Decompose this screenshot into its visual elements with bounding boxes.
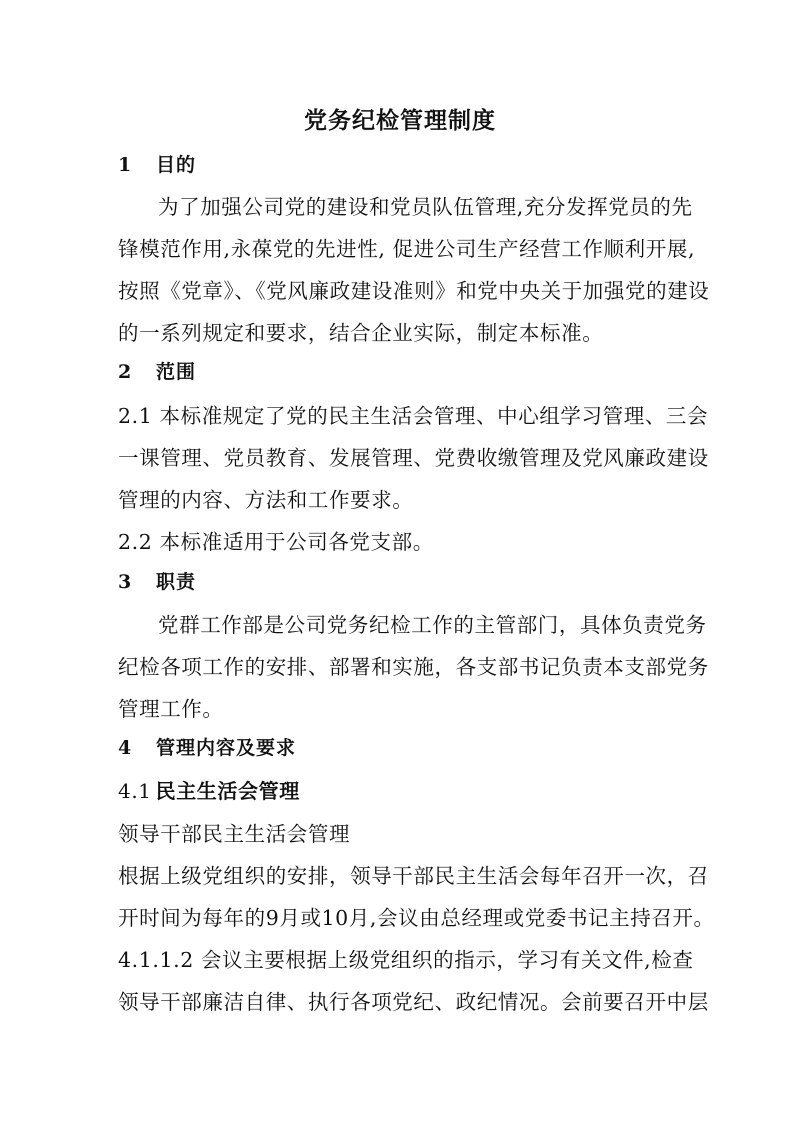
section-4-1-title: 民主生活会管理 bbox=[155, 779, 300, 803]
section-4-1-number: 4.1 bbox=[118, 779, 152, 803]
section-2-line-3: 管理的内容、方法和工作要求。 bbox=[118, 488, 414, 512]
section-3-number: 3 bbox=[118, 571, 133, 593]
document-title: 党务纪检管理制度 bbox=[304, 107, 496, 134]
section-3-heading bbox=[118, 567, 196, 594]
section-2-line-4: 2.2 本标准适用于公司各党支部。 bbox=[118, 530, 434, 554]
section-1-line-2: 锋模范作用,永葆党的先进性, 促进公司生产经营工作顺利开展, bbox=[118, 237, 696, 261]
section-1-number: 1 bbox=[118, 154, 133, 176]
section-3-line-2: 纪检各项工作的安排、部署和实施，各支部书记负责本支部党务 bbox=[118, 655, 709, 679]
section-4-1-heading bbox=[118, 775, 300, 804]
section-1-line-3: 按照《党章》、《党风廉政建设准则》和党中央关于加强党的建设 bbox=[118, 279, 710, 303]
section-4-number: 4 bbox=[118, 737, 133, 759]
section-1-line-1: 为了加强公司党的建设和党员队伍管理,充分发挥党员的先 bbox=[158, 195, 693, 219]
section-4-heading bbox=[118, 733, 296, 760]
section-3-line-3: 管理工作。 bbox=[118, 697, 224, 721]
section-4-title: 管理内容及要求 bbox=[156, 737, 297, 759]
section-2-heading bbox=[118, 357, 196, 384]
section-1-heading bbox=[118, 150, 196, 177]
section-4-line-2: 根据上级党组织的安排，领导干部民主生活会每年召开一次，召 bbox=[118, 864, 709, 888]
section-2-line-1: 2.1 本标准规定了党的民主生活会管理、中心组学习管理、三会 bbox=[118, 404, 709, 428]
section-4-line-5: 领导干部廉洁自律、执行各项党纪、政纪情况。会前要召开中层 bbox=[118, 990, 709, 1014]
section-2-line-2: 一课管理、党员教育、发展管理、党费收缴管理及党风廉政建设 bbox=[118, 446, 709, 470]
section-1-line-4: 的一系列规定和要求，结合企业实际，制定本标准。 bbox=[118, 321, 604, 345]
section-4-line-3: 开时间为每年的9月或10月,会议由总经理或党委书记主持召开。 bbox=[118, 906, 715, 930]
section-1-title: 目的 bbox=[156, 154, 197, 176]
section-3-title: 职责 bbox=[156, 571, 197, 593]
section-4-line-4: 4.1.1.2 会议主要根据上级党组织的指示，学习有关文件,检查 bbox=[118, 948, 694, 972]
section-4-line-1: 领导干部民主生活会管理 bbox=[118, 822, 351, 846]
section-2-title: 范围 bbox=[156, 361, 197, 383]
section-2-number: 2 bbox=[118, 361, 133, 383]
section-3-line-1: 党群工作部是公司党务纪检工作的主管部门，具体负责党务 bbox=[158, 613, 707, 637]
